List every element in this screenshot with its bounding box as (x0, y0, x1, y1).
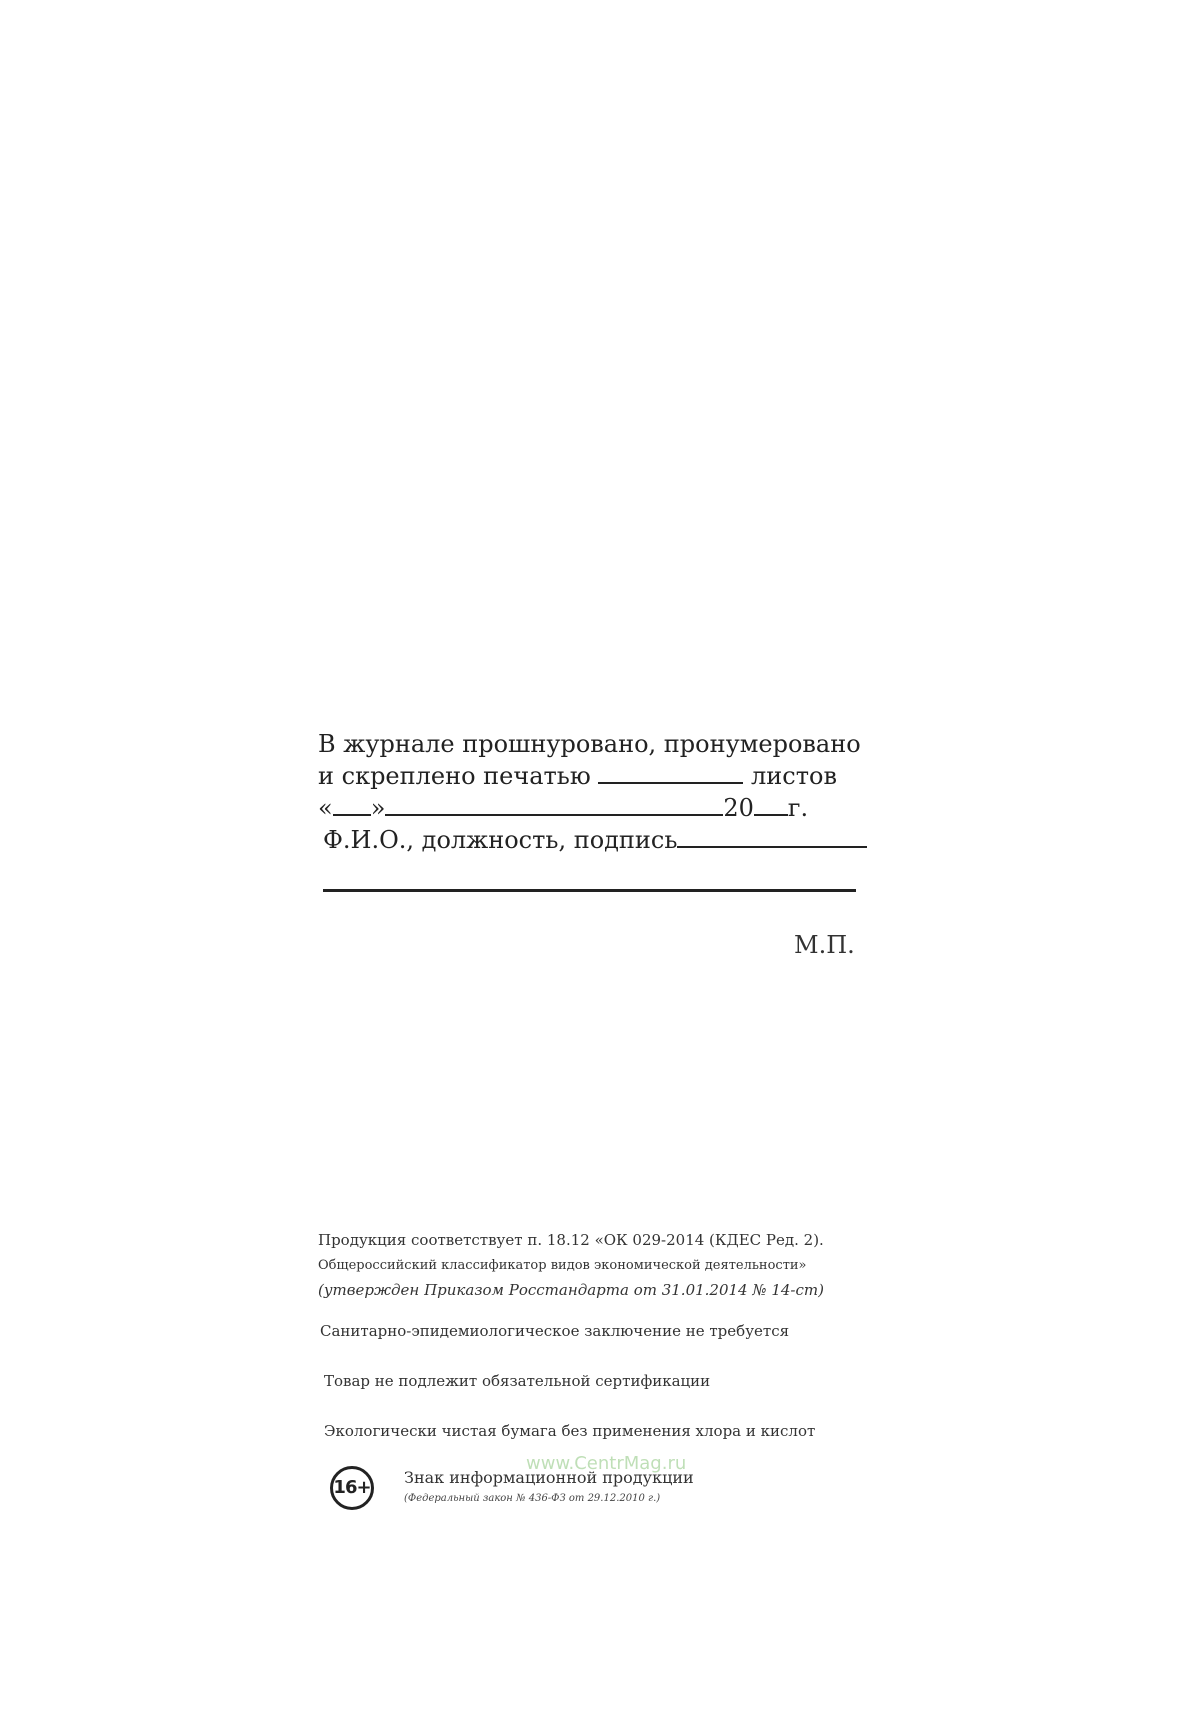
compliance-line-3: (утвержден Приказом Росстандарта от 31.01.2014 № 14-ст) (318, 1281, 824, 1299)
ecology-notice: Экологически чистая бумага без применения хлора и кислот (324, 1422, 816, 1440)
stamp-mark: М.П. (794, 931, 855, 959)
sheets-count-blank (598, 760, 743, 784)
signature-blank (677, 824, 867, 848)
signature-label: Ф.И.О., должность, подпись (323, 826, 678, 854)
date-day-blank (333, 792, 371, 816)
certification-line-1: В журнале прошнуровано, пронумеровано (318, 730, 861, 758)
compliance-statement (318, 1228, 898, 1303)
sheets-label-suffix: листов (751, 762, 837, 790)
certification-line-2 (318, 760, 858, 792)
date-year-blank (754, 792, 788, 816)
age-rating-icon: 16+ (330, 1466, 374, 1510)
sheets-label-prefix: и скреплено печатью (318, 762, 591, 790)
info-product-label: Знак информационной продукции (404, 1468, 694, 1487)
watermark-text: www.CentrMag.ru (526, 1453, 687, 1474)
compliance-line-1: Продукция соответствует п. 18.12 «ОК 029-2014 (КДЕС Ред. 2). (318, 1231, 824, 1249)
info-product-law: (Федеральный закон № 436-ФЗ от 29.12.2010 г.) (404, 1493, 661, 1504)
certification-block (318, 728, 861, 856)
compliance-line-2: Общероссийский классификатор видов экономической деятельности» (318, 1258, 807, 1273)
date-quote-close: » (370, 794, 386, 822)
signature-line (318, 824, 858, 856)
sanitary-notice: Санитарно-эпидемиологическое заключение не требуется (320, 1322, 790, 1340)
date-quote-open: « (318, 794, 333, 822)
certification-notice: Товар не подлежит обязательной сертификации (324, 1372, 711, 1390)
date-month-blank (385, 792, 723, 816)
signature-continuation-rule (323, 889, 856, 892)
date-year-suffix: г. (787, 794, 809, 822)
certification-date-line (318, 792, 858, 824)
date-year-prefix: 20 (723, 794, 754, 822)
